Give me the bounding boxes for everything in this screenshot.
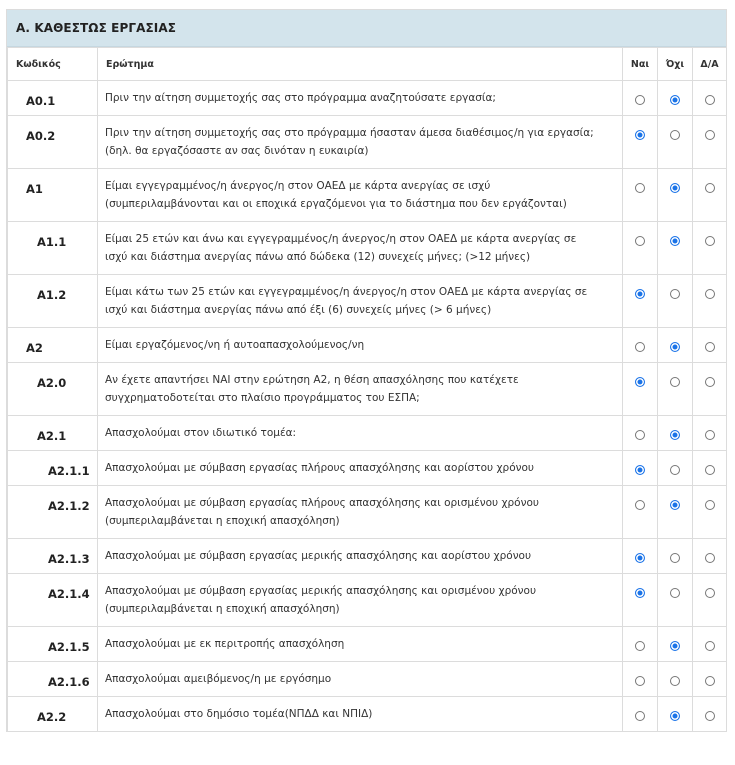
radio-no[interactable]: [670, 465, 680, 475]
table-row: [8, 662, 727, 697]
column-header-yes: Ναι: [623, 48, 658, 81]
radio-na[interactable]: [705, 711, 715, 721]
question-line-1: Πριν την αίτηση συμμετοχής σας στο πρόγραμμα ήσασταν άμεσα διαθέσιμος/η για εργασία;: [105, 127, 594, 139]
section-title: Α. ΚΑΘΕΣΤΩΣ ΕΡΓΑΣΙΑΣ: [16, 21, 177, 35]
answer-cell-yes: [623, 416, 658, 451]
radio-na[interactable]: [705, 553, 715, 563]
answer-cell-no: [658, 451, 693, 486]
radio-na[interactable]: [705, 500, 715, 510]
question-line-1: Απασχολούμαι με εκ περιτροπής απασχόληση: [105, 638, 345, 650]
question-line-1: Απασχολούμαι με σύμβαση εργασίας πλήρους απασχόλησης και αορίστου χρόνου: [105, 462, 534, 474]
radio-yes[interactable]: [635, 342, 645, 352]
answer-cell-yes: [623, 662, 658, 697]
answer-cell-na: [693, 627, 727, 662]
radio-na[interactable]: [705, 588, 715, 598]
answer-cell-no: [658, 486, 693, 539]
question-text: [98, 275, 623, 328]
radio-na[interactable]: [705, 289, 715, 299]
answer-cell-no: [658, 662, 693, 697]
answer-cell-yes: [623, 574, 658, 627]
question-text: [98, 451, 623, 486]
answer-cell-no: [658, 222, 693, 275]
answer-cell-na: [693, 81, 727, 116]
answer-cell-yes: [623, 363, 658, 416]
radio-no[interactable]: [670, 130, 680, 140]
radio-yes[interactable]: [635, 236, 645, 246]
radio-yes[interactable]: [635, 465, 645, 475]
radio-no[interactable]: [670, 183, 680, 193]
answer-cell-no: [658, 328, 693, 363]
answer-cell-na: [693, 169, 727, 222]
question-text: [98, 574, 623, 627]
questions-body: [8, 81, 727, 732]
radio-no[interactable]: [670, 430, 680, 440]
radio-yes[interactable]: [635, 430, 645, 440]
answer-cell-na: [693, 697, 727, 732]
answer-cell-no: [658, 81, 693, 116]
question-line-1: Είμαι κάτω των 25 ετών και εγγεγραμμένος/η άνεργος/η στον ΟΑΕΔ με κάρτα ανεργίας σε: [105, 286, 588, 298]
table-row: [8, 486, 727, 539]
answer-cell-no: [658, 697, 693, 732]
question-line-2: ισχύ και διάστημα ανεργίας πάνω από έξι (6) συνεχείς μήνες (> 6 μήνες): [105, 304, 492, 316]
answer-cell-na: [693, 222, 727, 275]
radio-yes[interactable]: [635, 553, 645, 563]
question-line-1: Απασχολούμαι στο δημόσιο τομέα(ΝΠΔΔ και ΝΠΙΔ): [105, 708, 373, 720]
answer-cell-yes: [623, 81, 658, 116]
question-code: A2.1.4: [8, 574, 98, 627]
radio-no[interactable]: [670, 553, 680, 563]
radio-no[interactable]: [670, 711, 680, 721]
radio-no[interactable]: [670, 95, 680, 105]
radio-yes[interactable]: [635, 95, 645, 105]
radio-yes[interactable]: [635, 500, 645, 510]
answer-cell-yes: [623, 169, 658, 222]
radio-no[interactable]: [670, 342, 680, 352]
column-header-code: Κωδικός: [8, 48, 98, 81]
radio-yes[interactable]: [635, 377, 645, 387]
question-line-2: (συμπεριλαμβάνεται η εποχική απασχόληση): [105, 603, 340, 615]
question-line-1: Απασχολούμαι αμειβόμενος/η με εργόσημο: [105, 673, 332, 685]
question-code: A2.1.2: [8, 486, 98, 539]
answer-cell-na: [693, 539, 727, 574]
radio-na[interactable]: [705, 641, 715, 651]
question-code: A1.1: [8, 222, 98, 275]
table-row: [8, 627, 727, 662]
question-text: [98, 486, 623, 539]
answer-cell-no: [658, 627, 693, 662]
question-code: A0.1: [8, 81, 98, 116]
answer-cell-yes: [623, 697, 658, 732]
answer-cell-yes: [623, 328, 658, 363]
table-row: [8, 169, 727, 222]
question-code: A2.2: [8, 697, 98, 732]
radio-no[interactable]: [670, 500, 680, 510]
question-line-1: Είμαι εγγεγραμμένος/η άνεργος/η στον ΟΑΕΔ με κάρτα ανεργίας σε ισχύ: [105, 180, 491, 192]
radio-no[interactable]: [670, 377, 680, 387]
answer-cell-na: [693, 451, 727, 486]
radio-yes[interactable]: [635, 711, 645, 721]
section-heading: [7, 10, 726, 47]
answer-cell-na: [693, 116, 727, 169]
table-header-row: [8, 48, 727, 81]
radio-na[interactable]: [705, 465, 715, 475]
question-code: A1: [8, 169, 98, 222]
question-line-1: Είμαι εργαζόμενος/νη ή αυτοαπασχολούμενος/νη: [105, 339, 365, 351]
column-header-question: Ερώτημα: [98, 48, 623, 81]
answer-cell-no: [658, 169, 693, 222]
answer-cell-yes: [623, 275, 658, 328]
question-code: A2: [8, 328, 98, 363]
column-header-na: Δ/Α: [693, 48, 727, 81]
radio-yes[interactable]: [635, 130, 645, 140]
radio-na[interactable]: [705, 430, 715, 440]
radio-na[interactable]: [705, 342, 715, 352]
answer-cell-yes: [623, 486, 658, 539]
table-row: [8, 328, 727, 363]
question-line-2: (συμπεριλαμβάνεται η εποχική απασχόληση): [105, 515, 340, 527]
question-text: [98, 539, 623, 574]
radio-na[interactable]: [705, 236, 715, 246]
answer-cell-no: [658, 363, 693, 416]
question-line-1: Αν έχετε απαντήσει ΝΑΙ στην ερώτηση Α2, η θέση απασχόλησης που κατέχετε: [105, 374, 519, 386]
questions-table: [7, 47, 727, 732]
radio-na[interactable]: [705, 95, 715, 105]
question-text: [98, 222, 623, 275]
question-line-1: Απασχολούμαι στον ιδιωτικό τομέα:: [105, 427, 297, 439]
radio-yes[interactable]: [635, 641, 645, 651]
answer-cell-na: [693, 662, 727, 697]
radio-yes[interactable]: [635, 289, 645, 299]
question-line-1: Απασχολούμαι με σύμβαση εργασίας μερικής απασχόλησης και αορίστου χρόνου: [105, 550, 532, 562]
question-line-1: Απασχολούμαι με σύμβαση εργασίας πλήρους απασχόλησης και ορισμένου χρόνου: [105, 497, 539, 509]
answer-cell-yes: [623, 539, 658, 574]
answer-cell-no: [658, 116, 693, 169]
question-code: A1.2: [8, 275, 98, 328]
table-row: [8, 416, 727, 451]
question-line-2: (δηλ. θα εργαζόσαστε αν σας δινόταν η ευκαιρία): [105, 145, 369, 157]
table-row: [8, 539, 727, 574]
question-text: [98, 627, 623, 662]
answer-cell-yes: [623, 116, 658, 169]
radio-yes[interactable]: [635, 183, 645, 193]
table-row: [8, 275, 727, 328]
answer-cell-no: [658, 574, 693, 627]
question-code: A2.1.1: [8, 451, 98, 486]
question-text: [98, 116, 623, 169]
questionnaire-panel: [6, 9, 727, 732]
question-text: [98, 328, 623, 363]
radio-no[interactable]: [670, 588, 680, 598]
radio-na[interactable]: [705, 130, 715, 140]
radio-no[interactable]: [670, 676, 680, 686]
question-line-2: ισχύ και διάστημα ανεργίας πάνω από δώδεκα (12) συνεχείς μήνες; (>12 μήνες): [105, 251, 531, 263]
question-text: [98, 363, 623, 416]
table-row: [8, 116, 727, 169]
answer-cell-na: [693, 328, 727, 363]
table-row: [8, 697, 727, 732]
answer-cell-no: [658, 275, 693, 328]
question-text: [98, 416, 623, 451]
question-text: [98, 662, 623, 697]
question-line-2: συγχρηματοδοτείται στο πλαίσιο προγράμματος του ΕΣΠΑ;: [105, 392, 420, 404]
table-row: [8, 451, 727, 486]
radio-na[interactable]: [705, 676, 715, 686]
radio-no[interactable]: [670, 289, 680, 299]
question-code: A2.0: [8, 363, 98, 416]
table-row: [8, 363, 727, 416]
question-text: [98, 169, 623, 222]
question-text: [98, 697, 623, 732]
table-row: [8, 81, 727, 116]
table-row: [8, 574, 727, 627]
answer-cell-no: [658, 539, 693, 574]
table-row: [8, 222, 727, 275]
answer-cell-yes: [623, 627, 658, 662]
radio-na[interactable]: [705, 183, 715, 193]
question-code: A2.1.6: [8, 662, 98, 697]
question-line-2: (συμπεριλαμβάνονται και οι εποχικά εργαζόμενοι για το διάστημα που δεν εργάζονται): [105, 198, 567, 210]
answer-cell-na: [693, 275, 727, 328]
radio-no[interactable]: [670, 236, 680, 246]
column-header-no: Όχι: [658, 48, 693, 81]
answer-cell-yes: [623, 222, 658, 275]
question-code: A2.1.3: [8, 539, 98, 574]
answer-cell-na: [693, 574, 727, 627]
question-code: A2.1: [8, 416, 98, 451]
answer-cell-na: [693, 486, 727, 539]
answer-cell-na: [693, 363, 727, 416]
answer-cell-yes: [623, 451, 658, 486]
radio-no[interactable]: [670, 641, 680, 651]
radio-na[interactable]: [705, 377, 715, 387]
answer-cell-na: [693, 416, 727, 451]
question-code: A2.1.5: [8, 627, 98, 662]
radio-yes[interactable]: [635, 676, 645, 686]
question-line-1: Πριν την αίτηση συμμετοχής σας στο πρόγραμμα αναζητούσατε εργασία;: [105, 92, 496, 104]
radio-yes[interactable]: [635, 588, 645, 598]
question-line-1: Απασχολούμαι με σύμβαση εργασίας μερικής απασχόλησης και ορισμένου χρόνου: [105, 585, 537, 597]
question-text: [98, 81, 623, 116]
question-code: A0.2: [8, 116, 98, 169]
question-line-1: Είμαι 25 ετών και άνω και εγγεγραμμένος/η άνεργος/η στον ΟΑΕΔ με κάρτα ανεργίας σε: [105, 233, 577, 245]
answer-cell-no: [658, 416, 693, 451]
